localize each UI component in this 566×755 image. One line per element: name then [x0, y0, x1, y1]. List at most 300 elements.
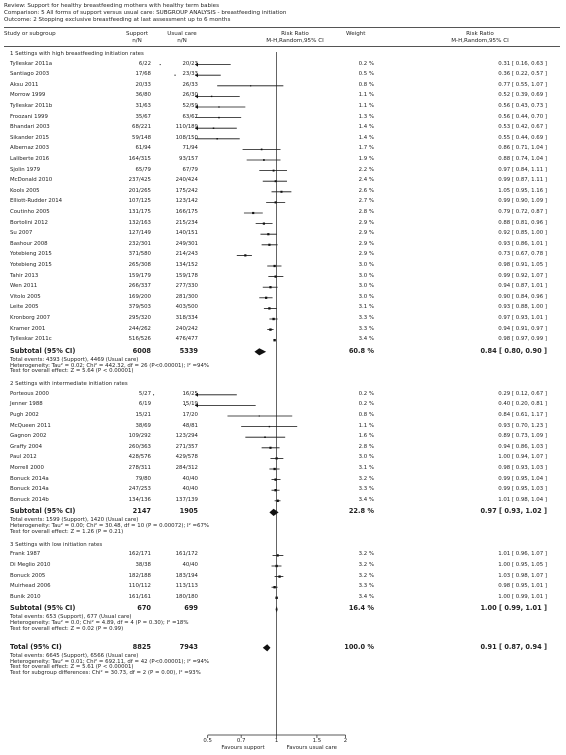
- point-estimate: [216, 138, 218, 140]
- point-estimate: [272, 318, 274, 320]
- risk-ratio-ci: 0.94 [ 0.91, 0.97 ]: [498, 325, 547, 332]
- weight-value: 3.0 %: [358, 293, 374, 300]
- x-tick-label: 2: [343, 738, 348, 744]
- subgroup-note: Heterogeneity: Tau² = 0.0; Chi² = 4.89, df = 4 (P = 0.30); I² =18%: [10, 620, 189, 627]
- study-name: Vitolo 2005: [10, 293, 41, 300]
- study-name: Kronborg 2007: [10, 315, 51, 321]
- risk-ratio-ci: 0.94 [ 0.87, 1.01 ]: [498, 283, 547, 290]
- subgroup-note: Heterogeneity: Tau² = 0.02; Chi² = 442.32, df = 26 (P<0.00001); I² =94%: [10, 362, 210, 369]
- weight-value: 3.3 %: [358, 583, 374, 590]
- subtotal-ci: 0.97 [ 0.93, 1.02 ]: [480, 507, 547, 516]
- support-value: 109/292: [128, 433, 151, 440]
- usual-care-value: 240/424: [175, 177, 198, 184]
- point-estimate: [244, 254, 246, 256]
- weight-value: 3.0 %: [358, 454, 374, 461]
- subgroup-note: Total events: 653 (Support), 677 (Usual care): [10, 614, 132, 621]
- weight-value: 0.2 %: [358, 401, 374, 408]
- usual-care-value: 318/334: [175, 315, 198, 321]
- total-support: 8825: [132, 642, 151, 651]
- comparison-line: Comparison: 5 All forms of support versus usual care: SUBGROUP ANALYSIS - breastfeeding initiation: [4, 10, 287, 16]
- study-name: Wen 2011: [10, 283, 38, 290]
- weight-value: 0.8 %: [358, 412, 374, 418]
- subtotal-support: 670: [137, 604, 151, 613]
- study-name: Sjolin 1979: [10, 166, 41, 173]
- support-value: 132/163: [128, 219, 151, 226]
- subtotal-label: Subtotal (95% CI): [10, 507, 76, 516]
- subtotal-ci: 1.00 [ 0.99, 1.01 ]: [480, 604, 547, 613]
- support-value: 131/175: [128, 209, 151, 215]
- weight-value: 3.3 %: [358, 486, 374, 493]
- study-name: Muirhead 2006: [10, 583, 51, 590]
- risk-ratio-ci: 1.05 [ 0.95, 1.16 ]: [498, 187, 547, 194]
- risk-ratio-ci: 0.99 [ 0.95, 1.03 ]: [498, 486, 547, 493]
- weight-value: 1.1 %: [358, 422, 374, 429]
- point-estimate: [250, 85, 251, 86]
- total-note: Test for overall effect: Z = 5.61 (P < 0.00001): [10, 664, 134, 671]
- usual-care-value: 40/40: [182, 562, 198, 568]
- risk-ratio-ci: 0.86 [ 0.71, 1.04 ]: [498, 145, 547, 152]
- study-name: Bonuck 2014b: [10, 496, 49, 503]
- study-name: Aksu 2011: [10, 81, 39, 88]
- usual-care-value: 180/180: [175, 593, 198, 600]
- support-value: 38/69: [135, 422, 151, 429]
- risk-ratio-ci: 0.99 [ 0.90, 1.09 ]: [498, 198, 547, 205]
- weight-value: 2.4 %: [358, 177, 374, 184]
- support-value: 5/27: [138, 390, 151, 397]
- study-name: Gagnon 2002: [10, 433, 47, 440]
- support-value: 110/112: [128, 583, 151, 590]
- study-name: Pugh 2002: [10, 412, 39, 418]
- subtotal-label: Subtotal (95% CI): [10, 346, 76, 355]
- col-support: Support: [125, 31, 149, 37]
- study-name: Su 2007: [10, 230, 33, 237]
- usual-care-value: 26/30: [182, 92, 198, 99]
- subtotal-weight: 60.8 %: [348, 346, 374, 355]
- point-estimate: [273, 586, 275, 588]
- review-line: Review: Support for healthy breastfeeding mothers with healthy term babies: [4, 3, 219, 9]
- support-value: 162/171: [128, 551, 151, 558]
- study-name: Yotebieng 2015: [10, 262, 52, 268]
- col-usual-sub: n/N: [177, 38, 187, 44]
- study-name: McQueen 2011: [10, 422, 51, 429]
- study-name: Santiago 2003: [10, 71, 50, 78]
- total-note: Test for subgroup differences: Chi² = 30.73, df = 2 (P = 0.00), I² =93%: [10, 670, 201, 677]
- risk-ratio-ci: 0.93 [ 0.70, 1.23 ]: [498, 422, 547, 429]
- usual-care-value: 15/19: [182, 401, 198, 408]
- weight-value: 3.3 %: [358, 315, 374, 321]
- weight-value: 3.0 %: [358, 283, 374, 290]
- usual-care-value: 71/94: [182, 145, 198, 152]
- study-name: Morrell 2000: [10, 465, 44, 471]
- x-tick-label: 1.5: [312, 738, 322, 744]
- weight-value: 0.8 %: [358, 81, 374, 88]
- subtotal-usual-care: 699: [184, 604, 198, 613]
- weight-value: 2.8 %: [358, 443, 374, 450]
- study-name: Bonuck 2014a: [10, 486, 49, 493]
- subgroup-note: Total events: 1599 (Support), 1420 (Usual care): [10, 517, 139, 524]
- study-name: Graffy 2004: [10, 443, 43, 450]
- risk-ratio-ci: 1.03 [ 0.98, 1.07 ]: [498, 572, 547, 579]
- point-estimate: [273, 468, 275, 470]
- support-value: 169/200: [128, 293, 151, 300]
- study-name: Sikander 2015: [10, 134, 50, 141]
- risk-ratio-ci: 0.98 [ 0.93, 1.03 ]: [498, 465, 547, 471]
- support-value: 17/68: [135, 71, 151, 78]
- study-name: Morrow 1999: [10, 92, 46, 99]
- study-name: Tahir 2013: [10, 272, 39, 279]
- usual-care-value: 63/67: [182, 113, 198, 120]
- usual-care-value: 134/152: [175, 262, 198, 268]
- risk-ratio-ci: 1.01 [ 0.96, 1.07 ]: [498, 551, 547, 558]
- total-weight: 100.0 %: [344, 642, 374, 651]
- usual-care-value: 166/175: [175, 209, 198, 215]
- usual-care-value: 249/301: [175, 240, 198, 247]
- risk-ratio-ci: 0.90 [ 0.84, 0.96 ]: [498, 293, 547, 300]
- weight-value: 3.2 %: [358, 562, 374, 568]
- point-estimate: [268, 244, 270, 246]
- subgroup-title: 3 Settings with low initiation rates: [10, 541, 103, 548]
- total-note: Total events: 6645 (Support), 6566 (Usual care): [10, 652, 139, 659]
- study-name: Yotebieng 2015: [10, 251, 52, 258]
- risk-ratio-ci: 0.99 [ 0.92, 1.07 ]: [498, 272, 547, 279]
- point-estimate: [213, 127, 215, 129]
- risk-ratio-ci: 0.36 [ 0.22, 0.57 ]: [498, 71, 547, 78]
- study-name: Porteous 2000: [10, 390, 49, 397]
- weight-value: 3.2 %: [358, 572, 374, 579]
- study-name: Tylleskar 2011c: [10, 336, 52, 343]
- usual-care-value: 26/33: [182, 81, 198, 88]
- usual-care-value: 159/178: [175, 272, 198, 279]
- point-estimate: [259, 415, 260, 416]
- subgroup-note: Test for overall effect: Z = 0.02 (P = 0.99): [10, 626, 124, 632]
- risk-ratio-ci: 1.00 [ 0.99, 1.01 ]: [498, 593, 547, 600]
- point-estimate: [211, 96, 212, 97]
- study-name: Albernaz 2003: [10, 145, 50, 152]
- usual-care-value: 108/150: [175, 134, 198, 141]
- risk-ratio-ci: 0.40 [ 0.20, 0.81 ]: [498, 401, 547, 408]
- point-estimate: [269, 328, 271, 330]
- subtotal-usual-care: 1905: [179, 507, 198, 516]
- study-name: Leite 2005: [10, 304, 39, 311]
- col-rr-sub: M-H,Random,95% CI: [266, 38, 324, 44]
- support-value: 278/311: [128, 465, 151, 471]
- weight-value: 3.2 %: [358, 475, 374, 482]
- risk-ratio-ci: 0.93 [ 0.86, 1.01 ]: [498, 240, 547, 247]
- usual-care-value: 93/157: [179, 156, 198, 162]
- support-value: 201/265: [128, 187, 151, 194]
- col-usual: Usual care: [167, 31, 197, 37]
- usual-care-value: 429/578: [175, 454, 198, 461]
- point-estimate: [267, 233, 269, 235]
- weight-value: 3.4 %: [358, 496, 374, 503]
- usual-care-value: 140/151: [175, 230, 198, 237]
- weight-value: 1.6 %: [358, 433, 374, 440]
- col-rr: Risk Ratio: [281, 31, 309, 37]
- outcome-line: Outcome: 2 Stopping exclusive breastfeeding at last assessment up to 6 months: [4, 17, 231, 23]
- support-value: 6/19: [138, 401, 151, 408]
- weight-value: 3.1 %: [358, 304, 374, 311]
- usual-care-value: 403/500: [175, 304, 198, 311]
- col-rr2: Risk Ratio: [466, 31, 494, 37]
- risk-ratio-ci: 1.01 [ 0.98, 1.04 ]: [498, 496, 547, 503]
- usual-care-value: 123/294: [175, 433, 198, 440]
- support-value: 164/315: [128, 156, 151, 162]
- weight-value: 1.1 %: [358, 92, 374, 99]
- study-name: Bonuck 2014a: [10, 475, 49, 482]
- usual-care-value: 113/113: [175, 583, 198, 590]
- total-label: Total (95% CI): [10, 642, 62, 651]
- study-name: Elliott-Rudder 2014: [10, 198, 63, 205]
- usual-care-value: 240/242: [175, 325, 198, 332]
- weight-value: 1.4 %: [358, 124, 374, 131]
- usual-care-value: 215/234: [175, 219, 198, 226]
- risk-ratio-ci: 0.99 [ 0.95, 1.04 ]: [498, 475, 547, 482]
- risk-ratio-ci: 0.98 [ 0.95, 1.01 ]: [498, 583, 547, 590]
- point-estimate: [252, 212, 254, 214]
- subgroup-title: 1 Settings with high breastfeeding initiation rates: [10, 51, 144, 57]
- study-name: Laliberte 2016: [10, 156, 50, 162]
- point-estimate: [273, 170, 275, 172]
- support-value: 266/337: [128, 283, 151, 290]
- support-value: 20/33: [135, 81, 151, 88]
- support-value: 379/503: [128, 304, 151, 311]
- usual-care-value: 16/25: [182, 390, 198, 397]
- weight-value: 2.9 %: [358, 240, 374, 247]
- point-estimate: [278, 575, 280, 577]
- usual-care-value: 476/477: [175, 336, 198, 343]
- study-name: Kools 2005: [10, 187, 40, 194]
- usual-care-value: 67/79: [182, 166, 198, 173]
- support-value: 237/425: [128, 177, 151, 184]
- weight-value: 3.4 %: [358, 593, 374, 600]
- risk-ratio-ci: 0.97 [ 0.93, 1.01 ]: [498, 315, 547, 321]
- weight-value: 1.1 %: [358, 103, 374, 109]
- point-estimate: [269, 426, 270, 427]
- point-estimate: [273, 339, 275, 341]
- risk-ratio-ci: 0.56 [ 0.44, 0.70 ]: [498, 113, 547, 120]
- weight-value: 2.9 %: [358, 230, 374, 237]
- study-name: Tylleskar 2011a: [10, 60, 53, 67]
- weight-value: 0.2 %: [358, 390, 374, 397]
- support-value: 516/526: [128, 336, 151, 343]
- risk-ratio-ci: 0.98 [ 0.91, 1.05 ]: [498, 262, 547, 268]
- support-value: 127/149: [128, 230, 151, 237]
- risk-ratio-ci: 0.31 [ 0.16, 0.63 ]: [498, 60, 547, 67]
- study-name: Paul 2012: [10, 454, 37, 461]
- favours-support-label: Favours support: [221, 745, 265, 751]
- subtotal-ci: 0.84 [ 0.80, 0.90 ]: [480, 346, 547, 355]
- weight-value: 1.3 %: [358, 113, 374, 120]
- usual-care-value: 271/357: [175, 443, 198, 450]
- study-name: Jenner 1988: [10, 401, 43, 408]
- weight-value: 2.9 %: [358, 219, 374, 226]
- point-estimate: [261, 149, 263, 151]
- study-name: McDonald 2010: [10, 177, 53, 184]
- study-name: Bhandari 2003: [10, 124, 50, 131]
- point-estimate: [218, 117, 219, 118]
- x-tick-label: 0.5: [203, 738, 212, 744]
- usual-care-value: 277/330: [175, 283, 198, 290]
- subtotal-label: Subtotal (95% CI): [10, 604, 76, 613]
- weight-value: 0.2 %: [358, 60, 374, 67]
- weight-value: 2.6 %: [358, 187, 374, 194]
- support-value: 161/161: [128, 593, 151, 600]
- usual-care-value: 52/59: [182, 103, 198, 109]
- weight-value: 3.3 %: [358, 325, 374, 332]
- subgroup-note: Test for overall effect: Z = 5.64 (P < 0.00001): [10, 368, 134, 375]
- support-value: 247/253: [128, 486, 151, 493]
- risk-ratio-ci: 0.99 [ 0.87, 1.11 ]: [498, 177, 547, 184]
- point-estimate: [269, 447, 271, 449]
- weight-value: 0.5 %: [358, 71, 374, 78]
- risk-ratio-ci: 0.98 [ 0.97, 0.99 ]: [498, 336, 547, 343]
- support-value: 134/136: [128, 496, 151, 503]
- support-value: 31/63: [135, 103, 151, 109]
- risk-ratio-ci: 0.94 [ 0.86, 1.03 ]: [498, 443, 547, 450]
- usual-care-value: 284/312: [175, 465, 198, 471]
- study-name: Tylleskar 2011b: [10, 103, 53, 109]
- usual-care-value: 281/300: [175, 293, 198, 300]
- col-rr2-sub: M-H,Random,95% CI: [451, 38, 509, 44]
- risk-ratio-ci: 0.79 [ 0.72, 0.87 ]: [498, 209, 547, 215]
- subgroup-note: Test for overall effect: Z = 1.26 (P = 0.21): [10, 529, 124, 535]
- support-value: 232/301: [128, 240, 151, 247]
- support-value: 371/580: [128, 251, 151, 258]
- risk-ratio-ci: 0.88 [ 0.81, 0.96 ]: [498, 219, 547, 226]
- weight-value: 2.2 %: [358, 166, 374, 173]
- subtotal-weight: 16.4 %: [348, 604, 374, 613]
- weight-value: 2.7 %: [358, 198, 374, 205]
- point-estimate: [269, 286, 271, 288]
- support-value: 61/94: [135, 145, 151, 152]
- col-study: Study or subgroup: [4, 31, 56, 37]
- risk-ratio-ci: 0.77 [ 0.55, 1.07 ]: [498, 81, 547, 88]
- subgroup-note: Total events: 4393 (Support), 4469 (Usual care): [10, 356, 139, 363]
- subgroup-note: Heterogeneity: Tau² = 0.00; Chi² = 30.48, df = 10 (P = 0.00072); I² =67%: [10, 523, 210, 530]
- usual-care-value: 40/40: [182, 475, 198, 482]
- support-value: 295/320: [128, 315, 151, 321]
- study-name: Frank 1987: [10, 551, 41, 558]
- support-value: 182/188: [128, 572, 151, 579]
- usual-care-value: 40/40: [182, 486, 198, 493]
- study-name: Bunik 2010: [10, 593, 41, 600]
- study-name: Bonuck 2005: [10, 572, 46, 579]
- subtotal-usual-care: 5339: [179, 346, 198, 355]
- total-diamond: [263, 644, 271, 651]
- support-value: 68/221: [132, 124, 151, 131]
- subtotal-support: 6008: [132, 346, 151, 355]
- point-estimate: [263, 159, 265, 161]
- weight-value: 1.4 %: [358, 134, 374, 141]
- weight-value: 3.4 %: [358, 336, 374, 343]
- study-name: Bashour 2008: [10, 240, 48, 247]
- risk-ratio-ci: 0.88 [ 0.74, 1.04 ]: [498, 156, 547, 162]
- usual-care-value: 175/242: [175, 187, 198, 194]
- risk-ratio-ci: 0.52 [ 0.39, 0.69 ]: [498, 92, 547, 99]
- risk-ratio-ci: 0.97 [ 0.84, 1.11 ]: [498, 166, 547, 173]
- subtotal-diamond: [269, 509, 278, 516]
- support-value: 159/179: [128, 272, 151, 279]
- weight-value: 1.9 %: [358, 156, 374, 162]
- support-value: 35/67: [135, 113, 151, 120]
- weight-value: 3.1 %: [358, 465, 374, 471]
- support-value: 6/22: [138, 60, 151, 67]
- weight-value: 3.2 %: [358, 551, 374, 558]
- col-weight: Weight: [346, 31, 366, 37]
- point-estimate: [218, 106, 219, 107]
- weight-value: 3.0 %: [358, 272, 374, 279]
- usual-care-value: 214/243: [175, 251, 198, 258]
- support-value: 15/21: [135, 412, 151, 418]
- study-name: Di Meglio 2010: [10, 562, 51, 568]
- risk-ratio-ci: 1.00 [ 0.95, 1.05 ]: [498, 562, 547, 568]
- usual-care-value: 137/139: [175, 496, 198, 503]
- risk-ratio-ci: 0.29 [ 0.12, 0.67 ]: [498, 390, 547, 397]
- study-name: Bortolini 2012: [10, 219, 48, 226]
- risk-ratio-ci: 0.92 [ 0.85, 1.00 ]: [498, 230, 547, 237]
- support-value: 59/148: [132, 134, 151, 141]
- support-value: 38/38: [135, 562, 151, 568]
- favours-usual-care-label: Favours usual care: [286, 745, 337, 751]
- usual-care-value: 110/189: [175, 124, 198, 131]
- weight-value: 3.0 %: [358, 262, 374, 268]
- support-value: 428/576: [128, 454, 151, 461]
- support-value: 36/80: [135, 92, 151, 99]
- usual-care-value: 183/194: [175, 572, 198, 579]
- point-estimate: [265, 297, 267, 299]
- x-tick-label: 0.7: [236, 738, 246, 744]
- risk-ratio-ci: 1.00 [ 0.94, 1.07 ]: [498, 454, 547, 461]
- risk-ratio-ci: 0.93 [ 0.88, 1.00 ]: [498, 304, 547, 311]
- point-estimate: [280, 191, 282, 193]
- weight-value: 2.9 %: [358, 251, 374, 258]
- risk-ratio-ci: 0.53 [ 0.42, 0.67 ]: [498, 124, 547, 131]
- weight-value: 2.8 %: [358, 209, 374, 215]
- support-value: 107/125: [128, 198, 151, 205]
- support-value: 260/363: [128, 443, 151, 450]
- usual-care-value: 23/33: [182, 71, 198, 78]
- support-value: 244/262: [128, 325, 151, 332]
- risk-ratio-ci: 0.73 [ 0.67, 0.78 ]: [498, 251, 547, 258]
- support-value: 265/308: [128, 262, 151, 268]
- risk-ratio-ci: 0.56 [ 0.43, 0.73 ]: [498, 103, 547, 109]
- study-name: Coutinho 2005: [10, 209, 50, 215]
- point-estimate: [263, 222, 265, 224]
- usual-care-value: 48/81: [182, 422, 198, 429]
- usual-care-value: 17/20: [182, 412, 198, 418]
- usual-care-value: 20/23: [182, 60, 198, 67]
- subtotal-diamond: [254, 348, 266, 355]
- x-tick-label: 1: [274, 738, 279, 744]
- risk-ratio-ci: 0.55 [ 0.44, 0.69 ]: [498, 134, 547, 141]
- usual-care-value: 161/172: [175, 551, 198, 558]
- point-estimate: [268, 307, 270, 309]
- study-name: Froozani 1999: [10, 113, 48, 120]
- risk-ratio-ci: 0.84 [ 0.61, 1.17 ]: [498, 412, 547, 418]
- point-estimate: [264, 436, 266, 438]
- support-value: 79/80: [135, 475, 151, 482]
- total-note: Heterogeneity: Tau² = 0.01; Chi² = 692.11, df = 42 (P<0.00001); I² =94%: [10, 658, 210, 665]
- weight-value: 1.7 %: [358, 145, 374, 152]
- total-usual-care: 7943: [179, 642, 198, 651]
- study-name: Kramer 2001: [10, 325, 46, 332]
- usual-care-value: 123/142: [175, 198, 198, 205]
- subgroup-title: 2 Settings with intermediate initiation rates: [10, 381, 128, 388]
- subtotal-support: 2147: [132, 507, 151, 516]
- support-value: 65/79: [135, 166, 151, 173]
- col-support-sub: n/N: [132, 38, 142, 44]
- total-ci: 0.91 [ 0.87, 0.94 ]: [480, 642, 547, 651]
